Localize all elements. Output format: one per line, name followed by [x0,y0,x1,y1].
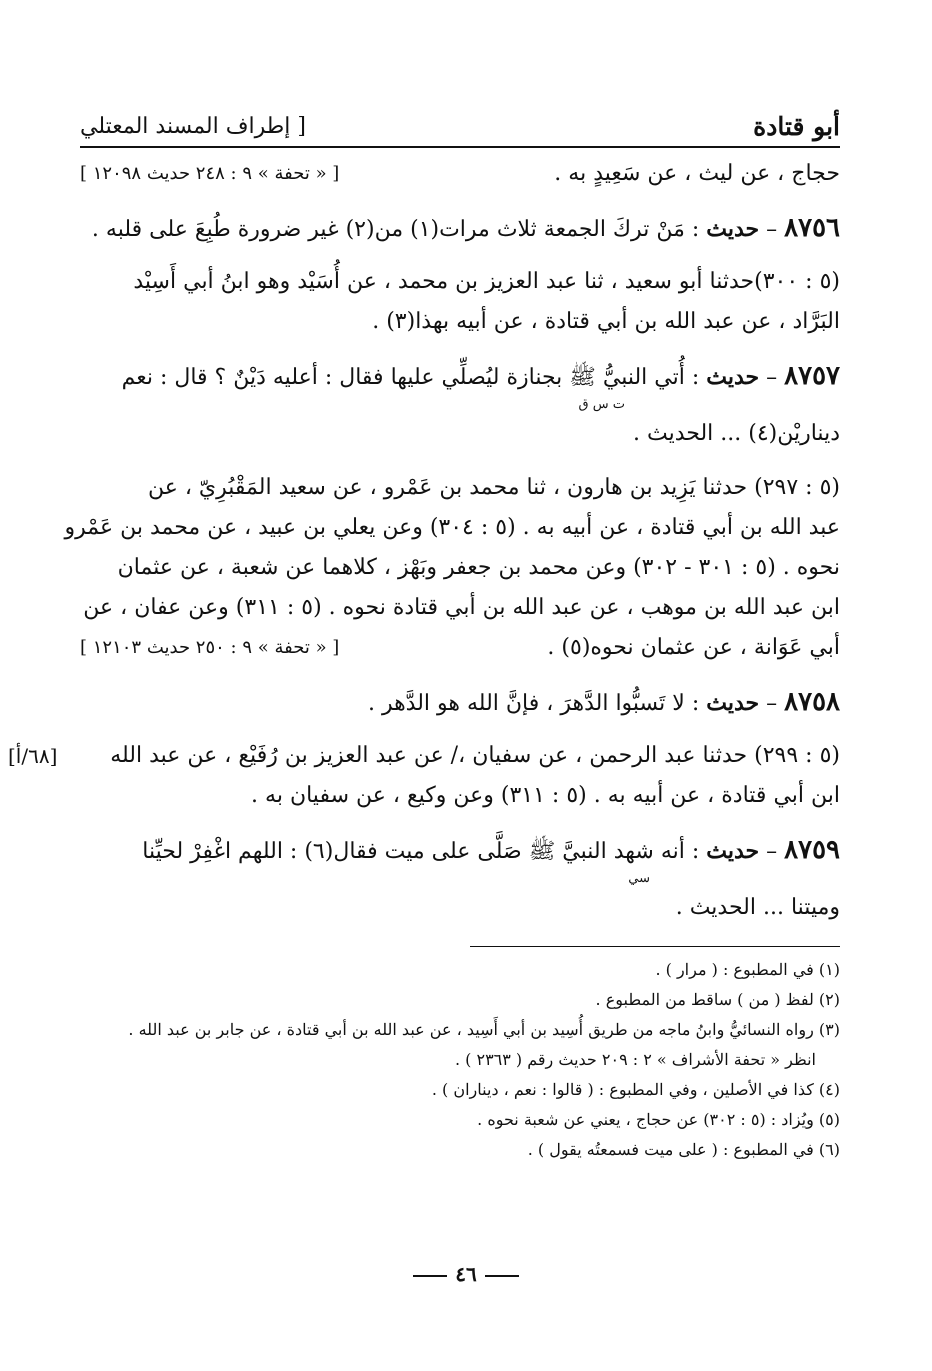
text-line [80,396,840,414]
paragraph-gap [80,342,840,356]
tuhfa-reference: [ « تحفة » ٩ : ٢٤٨ حديث ١٢٠٩٨ ] [80,163,340,184]
text-line: ٨٧٥٧ – حديث : أُتي النبيُّ ﷺ بجنازة ليُصلِّي عليها فقال : أعليه دَيْنٌ ؟ قال : نعم [121,361,840,391]
line-text: ابن أبي قتادة ، عن أبيه به . (٥ : ٣١١) وعن وكيع ، عن سفيان به . [251,783,840,808]
line-text: : مَنْ تركَ الجمعة ثلاث مرات(١) من(٢) غير ضرورة طُبِعَ على قلبه . [91,217,700,242]
line-text: : لا تَسبُّوا الدَّهرَ ، فإنَّ الله هو الدَّهر . [367,691,700,716]
line-text: ت س ق [578,397,625,412]
header-title-right: أبو قتادة [753,112,840,141]
text-line [80,776,840,816]
footnote: (٥) ويُزاد : (٥ : ٣٠٢) عن حجاج ، يعني عن شعبة نحوه . [477,1110,840,1129]
text-line [8,736,840,776]
text-line [80,468,840,508]
paragraph-gap [80,668,840,682]
hadith-keyword: حديث [706,690,760,716]
footnote: (٤) كذا في الأصلين ، وفي المطبوع : ( قالوا : نعم ، ديناران ) . [431,1080,840,1099]
footnotes [80,955,840,1165]
dash-right [485,1275,519,1277]
body-text [8,154,840,928]
manuscript-folio-marker: [٦٨/أ] [8,744,58,768]
page-number [0,1262,932,1286]
text-line: ٨٧٥٨ – حديث : لا تَسبُّوا الدَّهرَ ، فإنَّ الله هو الدَّهر . [367,687,840,717]
hadith-number: ٨٧٥٨ [784,687,840,717]
paragraph-gap [80,194,840,208]
paragraph-gap [80,248,840,262]
hadith-number: ٨٧٥٧ [784,361,840,391]
footnote: (٦) في المطبوع : ( على ميت فسمعتُه يقول ) . [527,1140,840,1159]
hadith-keyword: حديث [706,216,760,242]
line-text: وميتنا ... الحديث . [675,895,840,920]
dash-left [413,1275,447,1277]
hadith-number: ٨٧٥٦ [784,213,840,243]
text-line [80,588,840,628]
footnote: انظر « تحفة الأشراف » ٢ : ٢٠٩ حديث رقم ( ٢٣٦٣ ) . [454,1050,816,1069]
line-text: حجاج ، عن ليث ، عن سَعِيدٍ به . [554,161,840,186]
line-text: : أنه شهد النبيَّ ﷺ صَلَّى على ميت فقال(٦) : اللهم اغْفِرْ لحيِّنا [142,839,700,864]
footnote-divider [470,946,840,947]
hadith-number: ٨٧٥٩ [784,835,840,865]
text-line [80,414,840,454]
line-text: (٥ : ٢٩٩) حدثنا عبد الرحمن ، عن سفيان ،/ عن عبد العزيز بن رُفَيْع ، عن عبد الله [110,743,840,768]
footnote: (٣) رواه النسائيُّ وابنُ ماجه من طريق أُسِيد بن أبي أَسِيد ، عن عبد الله بن أبي قتادة ، عن جابر بن عبد الله . [128,1020,840,1039]
line-text: نحوه . (٥ : ٣٠١ - ٣٠٢) وعن محمد بن جعفر وبَهْز ، كلاهما عن شعبة ، عن عثمان [117,555,840,580]
paragraph-gap [80,816,840,830]
line-text: ابن عبد الله بن موهب ، عن عبد الله بن أبي قتادة نحوه . (٥ : ٣١١) وعن عفان ، عن [83,595,840,620]
line-text: (٥ : ٣٠٠)حدثنا أبو سعيد ، ثنا عبد العزيز بن محمد ، عن أُسَيْد وهو ابنُ أبي أَسِيْد [133,269,840,294]
line-text: (٥ : ٢٩٧) حدثنا يَزِيد بن هارون ، ثنا محمد بن عَمْرو ، عن سعيد المَقْبُرِيّ ، عن [147,475,840,500]
line-text: أبي عَوَانة ، عن عثمان نحوه(٥) . [547,635,840,660]
folio-number: ٤٦ [455,1262,477,1286]
hadith-keyword: حديث [706,364,760,390]
page [8,100,840,1165]
hadith-keyword: حديث [706,838,760,864]
header-title-left: [ إطراف المسند المعتلي [80,114,306,139]
text-line [80,262,840,302]
line-text: ديناريْن(٤) ... الحديث . [633,421,840,446]
text-line: ٨٧٥٩ – حديث : أنه شهد النبيَّ ﷺ صَلَّى على ميت فقال(٦) : اللهم اغْفِرْ لحيِّنا [142,835,840,865]
tuhfa-reference: [ « تحفة » ٩ : ٢٥٠ حديث ١٢١٠٣ ] [80,637,340,658]
text-line [64,508,840,548]
footnote: (١) في المطبوع : ( مرار ) . [655,960,840,979]
running-header [80,100,840,148]
text-line [80,302,840,342]
text-line: ٨٧٥٦ – حديث : مَنْ تركَ الجمعة ثلاث مرات(١) من(٢) غير ضرورة طُبِعَ على قلبه . [91,213,840,243]
line-text: سي [628,871,650,886]
text-line [80,154,840,194]
paragraph-gap [80,722,840,736]
text-line [80,888,840,928]
text-line [80,870,840,888]
line-text: : أُتي النبيُّ ﷺ بجنازة ليُصلِّي عليها فقال : أعليه دَيْنٌ ؟ قال : نعم [121,365,700,390]
line-text: البَرَّاد ، عن عبد الله بن أبي قتادة ، عن أبيه بهذا(٣) . [372,309,840,334]
footnote: (٢) لفظ ( من ) ساقط من المطبوع . [595,990,840,1009]
line-text: عبد الله بن أبي قتادة ، عن أبيه به . (٥ : ٣٠٤) وعن يعلي بن عبيد ، عن محمد بن عَمْرو [64,515,840,540]
text-line [80,548,840,588]
text-line [80,628,840,668]
paragraph-gap [80,454,840,468]
